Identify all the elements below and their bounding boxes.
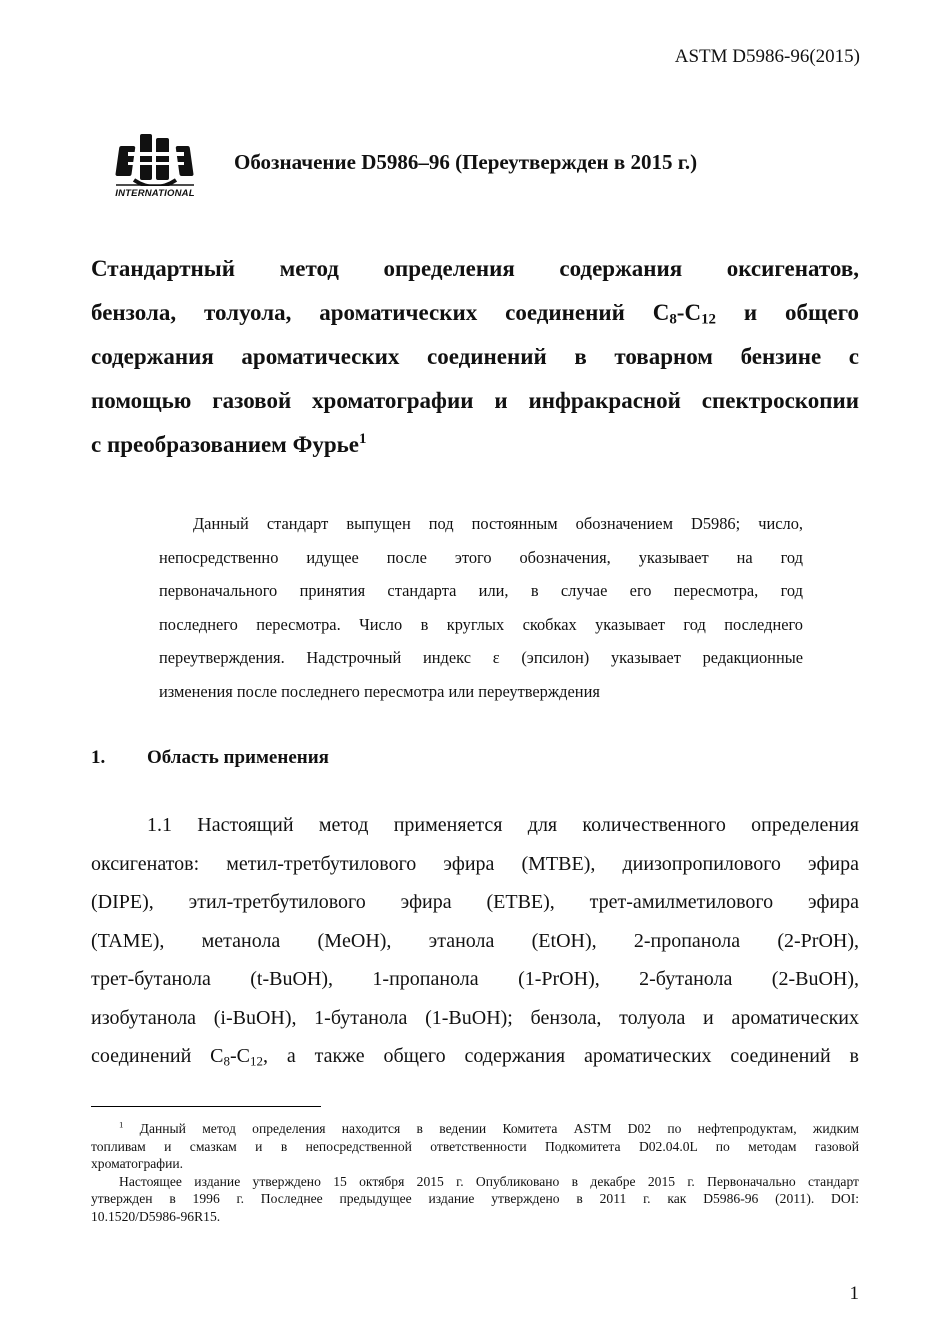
title-line: помощью газовой хроматографии и инфракрасной спектроскопии [91,388,859,413]
paragraph-line: изобутанола (i-BuOH), 1-бутанола (1-BuOH); бензола, толуола и ароматических [91,1006,859,1029]
paragraph-line: соединений $C_8-C_{12}$, а также общего содержания ароматических соединений в [91,1045,859,1069]
paragraph-line: (DIPE), этил-третбутилового эфира (ETBE), трет-амилметилового эфира [91,891,859,913]
section-paragraph [91,806,859,1076]
section-number: 1. [91,747,106,768]
notice-line: последнего пересмотра. Число в круглых скобках указывает год последнего [159,614,803,634]
notice-line: изменения после последнего пересмотра или переутверждения [159,681,600,701]
title-line: бензола, толуола, ароматических соединений $C_8-C_{12}$ и общего [91,300,859,328]
notice-line: Данный стандарт выпущен под постоянным обозначением D5986; число, [193,514,803,533]
notice-line: переутверждения. Надстрочный индекс ε (эпсилон) указывает редакционные [159,648,803,668]
paragraph-line: (TAME), метанола (MeOH), этанола (EtOH), 2-пропанола (2-PrOH), [91,929,859,952]
title-line: содержания ароматических соединений в товарном бензине с [91,344,859,369]
document-title [91,247,859,467]
footnote-line: $^1$ Данный метод определения находится в ведении Комитета ASTM D02 по нефтепродуктам, жидким [119,1119,859,1136]
section-heading [91,747,329,769]
footnote-line: Настоящее издание утверждено 15 октября 2015 г. Опубликовано в декабре 2015 г. Первоначально стандарт [119,1173,859,1189]
paragraph-line: трет-бутанола (t-BuOH), 1-пропанола (1-PrOH), 2-бутанола (2-BuOH), [91,968,859,990]
astm-logo-icon [114,128,196,200]
footnote-line: топливам и смазкам и в непосредственной ответственности Подкомитета D02.04.0L по методам газовой [91,1138,859,1154]
page-number: 1 [849,1283,859,1304]
footnotes [91,1120,859,1226]
svg-text:INTERNATIONAL: INTERNATIONAL [115,188,195,199]
paragraph-line: оксигенатов: метил-третбутилового эфира (MTBE), диизопропилового эфира [91,852,859,875]
paragraph-line: 1.1 Настоящий метод применяется для количественного определения [147,814,859,836]
footnote-mark: 1 [119,1119,124,1130]
title-line: Стандартный метод определения содержания оксигенатов, [91,256,859,281]
footnote-line: хроматографии. [91,1156,184,1172]
title-line: с преобразованием Фурье$^1$ [91,431,367,457]
standard-notice [159,507,803,709]
footnote-line: утвержден в 1996 г. Последнее предыдущее издание утверждено в 2011 г. как D5986-96 (2011). DOI: [91,1191,859,1207]
section-title: Область применения [147,747,329,768]
notice-line: непосредственно идущее после этого обозначения, указывает на год [159,547,803,567]
footnote-ref: 1 [359,431,367,448]
footnote-divider [91,1106,321,1107]
notice-line: первоначального принятия стандарта или, в случае его пересмотра, год [159,581,803,601]
astm-logo [114,128,196,200]
footnote-line: 10.1520/D5986-96R15. [91,1208,221,1224]
document-code: ASTM D5986-96(2015) [674,46,860,67]
designation-heading: Обозначение D5986–96 (Переутвержден в 2015 г.) [234,150,698,174]
